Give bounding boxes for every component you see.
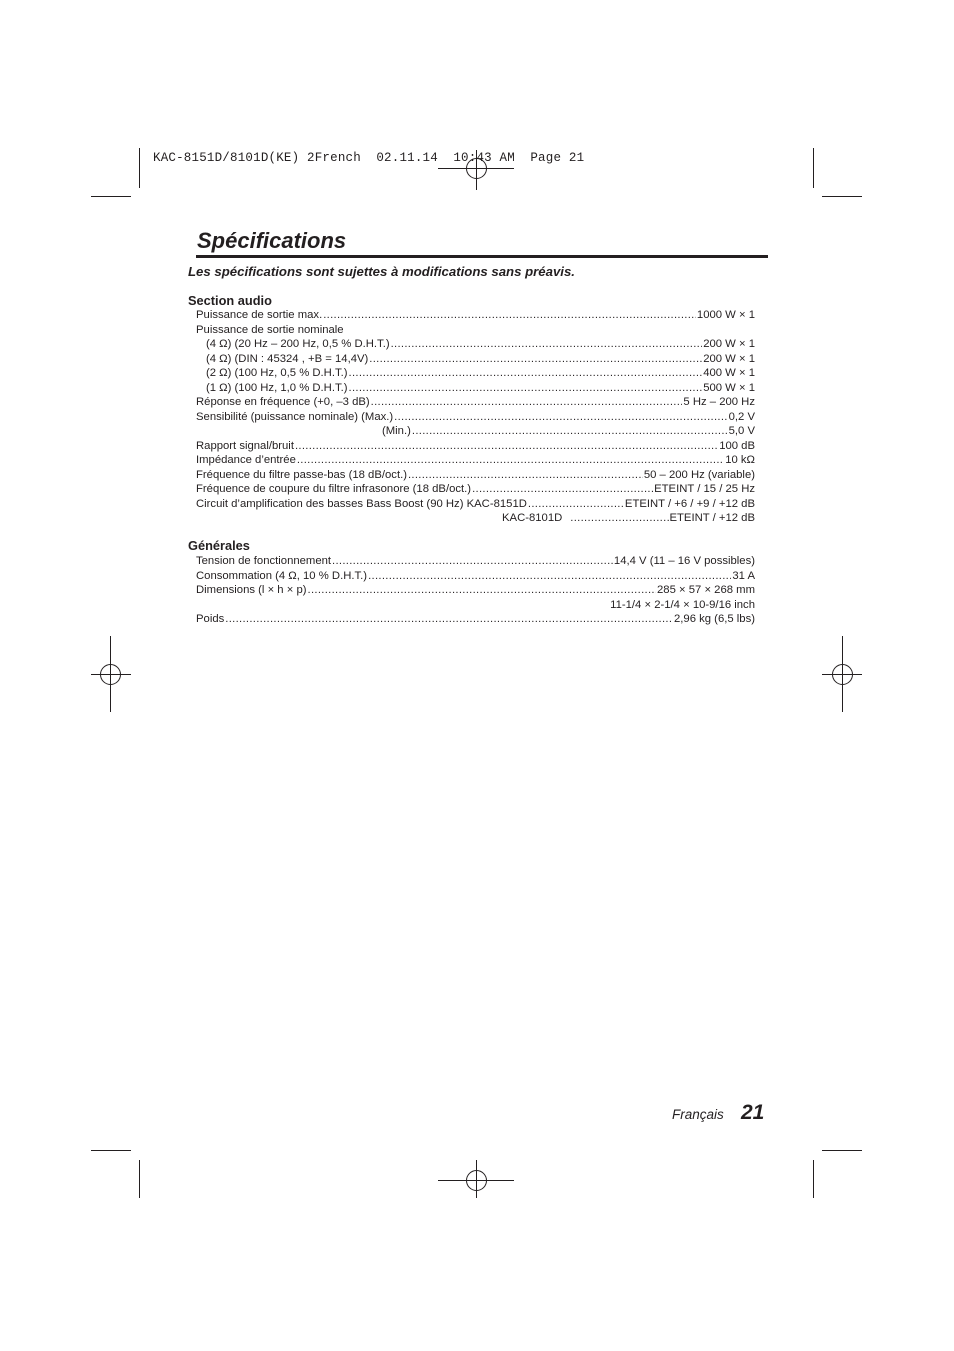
spec-label: Puissance de sortie max. [196, 309, 323, 321]
spec-row [196, 352, 755, 367]
spec-value: 200 W × 1 [703, 352, 755, 365]
leader-dots [371, 395, 683, 410]
spec-label: Poids [196, 613, 225, 625]
spec-row [196, 612, 755, 627]
spec-label: Impédance d’entrée [196, 454, 296, 466]
spec-value: ETEINT / 15 / 25 Hz [654, 483, 755, 495]
spec-label: (1 Ω) (100 Hz, 1,0 % D.H.T.) [206, 381, 348, 394]
leader-dots [295, 439, 718, 454]
crop-mark-bottom-left-v [139, 1160, 140, 1198]
spec-row [196, 337, 755, 352]
general-spec-list [196, 554, 755, 627]
spec-row [196, 424, 755, 439]
spec-label: Rapport signal/bruit [196, 439, 294, 452]
leader-dots [528, 497, 624, 512]
spec-value: 500 W × 1 [703, 381, 755, 394]
crop-mark-bottom-right-h [822, 1150, 862, 1151]
spec-label: Fréquence de coupure du filtre infrasonore (18 dB/oct.) [196, 483, 472, 495]
leader-dots [412, 424, 728, 439]
spec-label: Consommation (4 Ω, 10 % D.H.T.) [196, 569, 368, 582]
crop-mark-bottom-left-h [91, 1150, 131, 1151]
spec-row [196, 439, 755, 454]
spec-row [196, 497, 755, 512]
leader-dots [408, 468, 643, 483]
section-audio-heading: Section audio [188, 293, 272, 308]
page-number: 21 [741, 1101, 765, 1124]
spec-value: 14,4 V (11 – 16 V possibles) [613, 555, 755, 567]
spec-value: 5,0 V [728, 425, 755, 437]
spec-label: Sensibilité (puissance nominale) (Max.) [196, 410, 394, 423]
spec-row [196, 554, 755, 569]
spec-value: 1000 W × 1 [696, 309, 755, 321]
leader-dots [297, 453, 724, 468]
spec-value: 10 kΩ [725, 454, 755, 466]
spec-value: 2,96 kg (6,5 lbs) [673, 613, 755, 625]
spec-label: (Min.) [382, 425, 411, 437]
spec-label: Fréquence du filtre passe-bas (18 dB/oct.) [196, 468, 407, 481]
spec-row [196, 583, 755, 598]
page-title: Spécifications [197, 228, 347, 253]
spec-row [196, 482, 755, 497]
spec-row [196, 308, 755, 323]
spec-value: 0,2 V [728, 410, 755, 423]
spec-value: 285 × 57 × 268 mm [657, 584, 755, 596]
leader-dots [369, 352, 702, 367]
spec-row [196, 453, 755, 468]
print-slug: KAC-8151D/8101D(KE) 2French 02.11.14 10:43 AM Page 21 [153, 151, 585, 165]
spec-row [196, 511, 755, 526]
leader-dots [349, 381, 703, 396]
leader-dots [391, 337, 703, 352]
crop-mark-top-left-h [91, 196, 131, 197]
spec-row [196, 569, 755, 584]
spec-value: ETEINT / +6 / +9 / +12 dB [624, 497, 755, 510]
leader-dots [349, 366, 703, 381]
section-general-heading: Générales [188, 538, 250, 553]
leader-dots [323, 308, 696, 323]
crop-mark-top-left-v [139, 148, 140, 188]
spec-row [196, 366, 755, 381]
spec-value: 11-1/4 × 2-1/4 × 10-9/16 inch [610, 598, 755, 611]
title-rule [196, 255, 768, 258]
spec-value: 200 W × 1 [703, 338, 755, 350]
spec-label: Puissance de sortie nominale [196, 323, 344, 336]
spec-label: Tension de fonctionnement [196, 555, 332, 567]
spec-value: 400 W × 1 [703, 367, 755, 379]
spec-label: Circuit d’amplification des basses Bass Boost (90 Hz) KAC-8151D [196, 497, 527, 510]
leader-dots [308, 583, 657, 598]
spec-row [196, 410, 755, 425]
spec-row [196, 468, 755, 483]
crop-mark-bottom-right-v [813, 1160, 814, 1198]
spec-row [196, 323, 755, 338]
spec-label: (4 Ω) (20 Hz – 200 Hz, 0,5 % D.H.T.) [206, 338, 390, 350]
spec-value: 50 – 200 Hz (variable) [643, 468, 755, 481]
crop-mark-top-right-h [822, 196, 862, 197]
spec-value: 100 dB [719, 439, 755, 452]
leader-dots [368, 569, 731, 584]
crop-mark-top-right-v [813, 148, 814, 188]
spec-row [196, 598, 755, 613]
audio-spec-list [196, 308, 755, 526]
spec-label: Réponse en fréquence (+0, –3 dB) [196, 396, 370, 408]
spec-row [196, 395, 755, 410]
leader-dots [472, 482, 653, 497]
spec-label: (2 Ω) (100 Hz, 0,5 % D.H.T.) [206, 367, 348, 379]
spec-value: 5 Hz – 200 Hz [683, 396, 755, 408]
spec-value: ETEINT / +12 dB [669, 512, 755, 524]
leader-dots [394, 410, 727, 425]
spec-value: 31 A [732, 569, 755, 582]
leader-dots [225, 612, 673, 627]
spec-label: KAC-8101D [502, 512, 563, 524]
spec-label: (4 Ω) (DIN : 45324 , +B = 14,4V) [206, 352, 369, 365]
footer-language: Français [672, 1107, 724, 1122]
spec-label: Dimensions (l × h × p) [196, 584, 307, 596]
leader-dots [570, 511, 668, 526]
leader-dots [332, 554, 613, 569]
spec-row [196, 381, 755, 396]
page-subtitle: Les spécifications sont sujettes à modifications sans préavis. [188, 264, 575, 279]
